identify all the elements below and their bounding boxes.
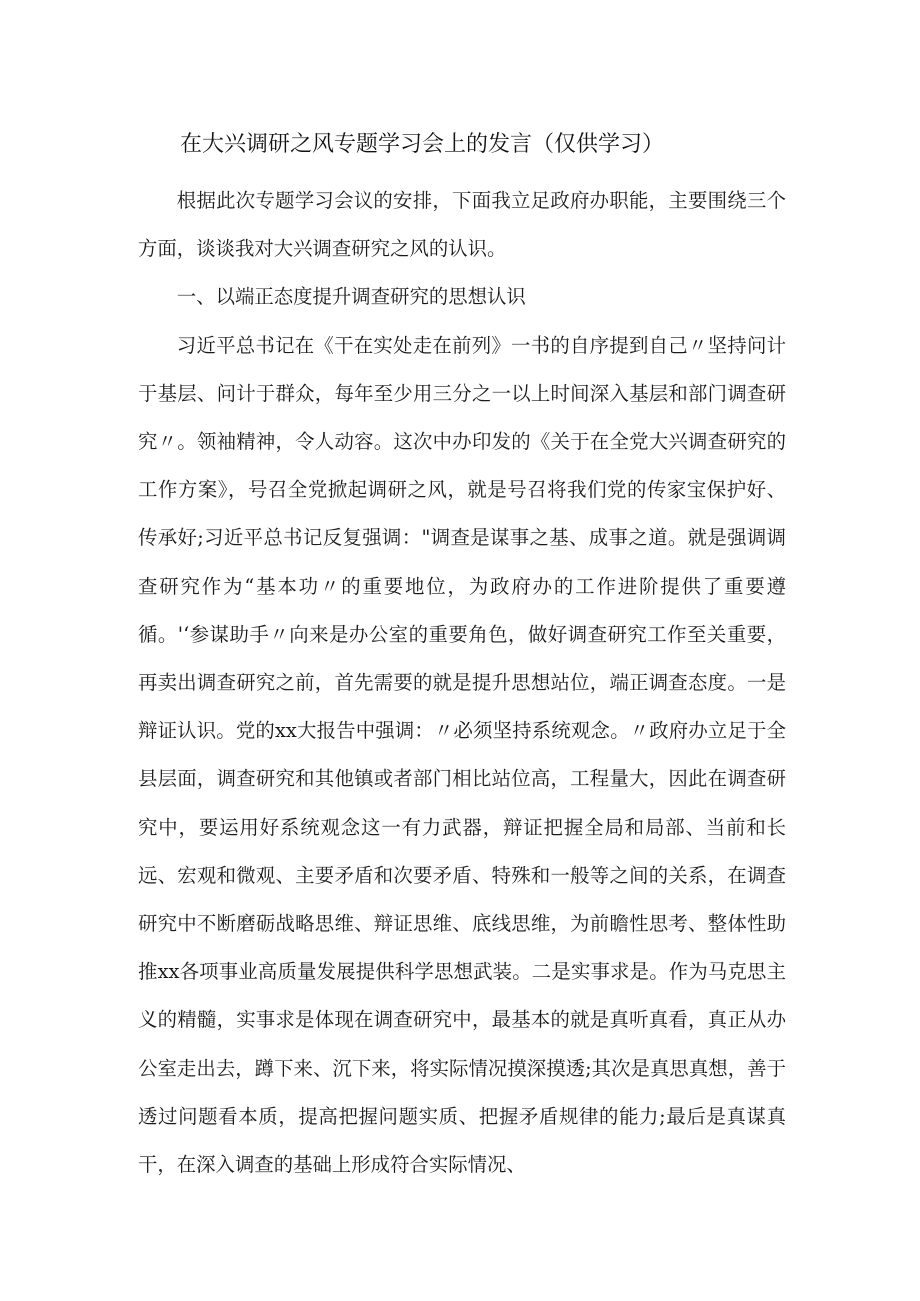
document-body xyxy=(138,177,786,1189)
section-heading-1: 一、以端正态度提升调查研究的思想认识 xyxy=(176,285,526,309)
paragraph-section-1: 习近平总书记在《干在实处走在前列》一书的自序提到自己〃坚持问计于基层、问计于群众，每年至少用三分之一以上时间深入基层和部门调查研究〃。领袖精神，令人动容。这次中办印发的《关于在全党大兴调查研究的工作方案》，号召全党掀起调研之风，就是号召将我们党的传家宝保护好、传承好;习近平总书记反复强调："调查是谋事之基、成事之道。就是强调调查研究作为“基本功〃的重要地位，为政府办的工作进阶提供了重要遵循。'‘参谋助手〃向来是办公室的重要角色，做好调查研究工作至关重要，再卖出调查研究之前，首先需要的就是提升思想站位，端正调查态度。一是辩证认识。党的xx大报告中强调：〃必须坚持系统观念。〃政府办立足于全县层面，调查研究和其他镇或者部门相比站位高，工程量大，因此在调查研究中，要运用好系统观念这一有力武器，辩证把握全局和局部、当前和长远、宏观和微观、主要矛盾和次要矛盾、特殊和一般等之间的关系，在调查研究中不断磨砺战略思维、辩证思维、底线思维，为前瞻性思考、整体性助推xx各项事业高质量发展提供科学思想武装。二是实事求是。作为马克思主义的精髓，实事求是体现在调查研究中，最基本的就是真听真看，真正从办公室走出去，蹲下来、沉下来，将实际情况摸深摸透;其次是真思真想，善于透过问题看本质，提高把握问题实质、把握矛盾规律的能力;最后是真谋真干，在深入调查的基础上形成符合实际情况、 xyxy=(138,333,786,1177)
document-title: 在大兴调研之风专题学习会上的发言（仅供学习） xyxy=(180,132,665,157)
paragraph-intro: 根据此次专题学习会议的安排，下面我立足政府办职能，主要围绕三个方面，谈谈我对大兴调查研究之风的认识。 xyxy=(138,189,786,261)
